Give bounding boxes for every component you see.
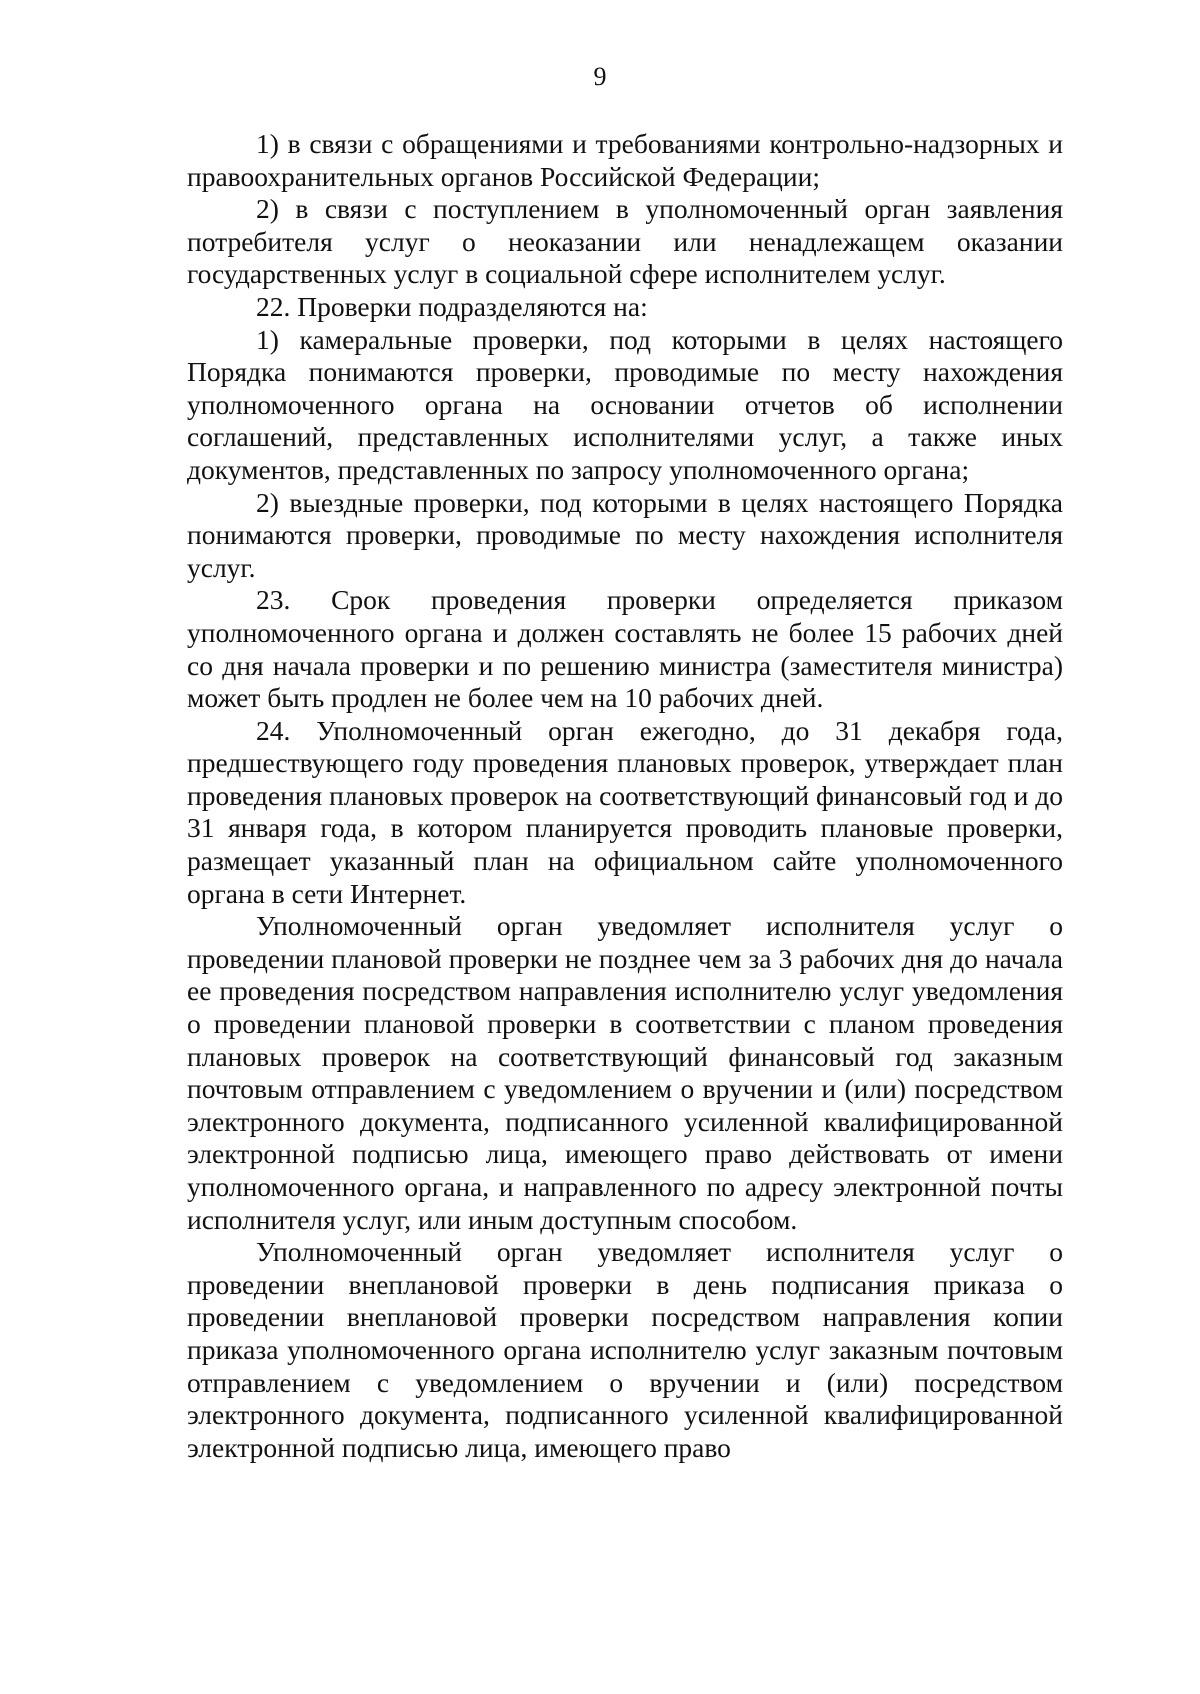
paragraph-unplanned-notice: Уполномоченный орган уведомляет исполнителя услуг о проведении внеплановой проверки в день подписания приказа о проведении внеплановой проверки посредством направления копии приказа уполномоченного органа исполнителю услуг заказным почтовым отправлением с уведомлением о вручении и (или) посредством электронного документа, подписанного усиленной квалифицированной электронной подписью лица, имеющего право [187, 1236, 1063, 1463]
paragraph-clause-22: 22. Проверки подразделяются на: [256, 290, 648, 322]
paragraph-item-1: 1) в связи с обращениями и требованиями контрольно-надзорных и правоохранительных органов Российской Федерации; [187, 128, 1063, 192]
paragraph-item-2: 2) в связи с поступлением в уполномоченный орган заявления потребителя услуг о неоказании или ненадлежащем оказании государственных услуг в социальной сфере исполнителем услуг. [187, 193, 1063, 290]
paragraph-field-audits: 2) выездные проверки, под которыми в целях настоящего Порядка понимаются проверки, проводимые по месту нахождения исполнителя услуг. [187, 486, 1063, 583]
document-body [187, 128, 1063, 1464]
paragraph-desk-audits: 1) камеральные проверки, под которыми в целях настоящего Порядка понимаются проверки, проводимые по месту нахождения уполномоченного органа на основании отчетов об исполнении соглашений, представленных исполнителями услуг, а также иных документов, представленных по запросу уполномоченного органа; [187, 323, 1063, 485]
page-number: 9 [593, 62, 607, 91]
paragraph-clause-23: 23. Срок проведения проверки определяется приказом уполномоченного органа и должен составлять не более 15 рабочих дней со дня начала проверки и по решению министра (заместителя министра) может быть продлен не более чем на 10 рабочих дней. [187, 584, 1063, 714]
paragraph-planned-notice: Уполномоченный орган уведомляет исполнителя услуг о проведении плановой проверки не позднее чем за 3 рабочих дня до начала ее проведения посредством направления исполнителю услуг уведомления о проведении плановой проверки в соответствии с планом проведения плановых проверок на соответствующий финансовый год заказным почтовым отправлением с уведомлением о вручении и (или) посредством электронного документа, подписанного усиленной квалифицированной электронной подписью лица, имеющего право действовать от имени уполномоченного органа, и направленного по адресу электронной почты исполнителя услуг, или иным доступным способом. [187, 910, 1063, 1235]
paragraph-clause-24: 24. Уполномоченный орган ежегодно, до 31 декабря года, предшествующего году проведения плановых проверок, утверждает план проведения плановых проверок на соответствующий финансовый год и до 31 января года, в котором планируется проводить плановые проверки, размещает указанный план на официальном сайте уполномоченного органа в сети Интернет. [187, 714, 1063, 909]
